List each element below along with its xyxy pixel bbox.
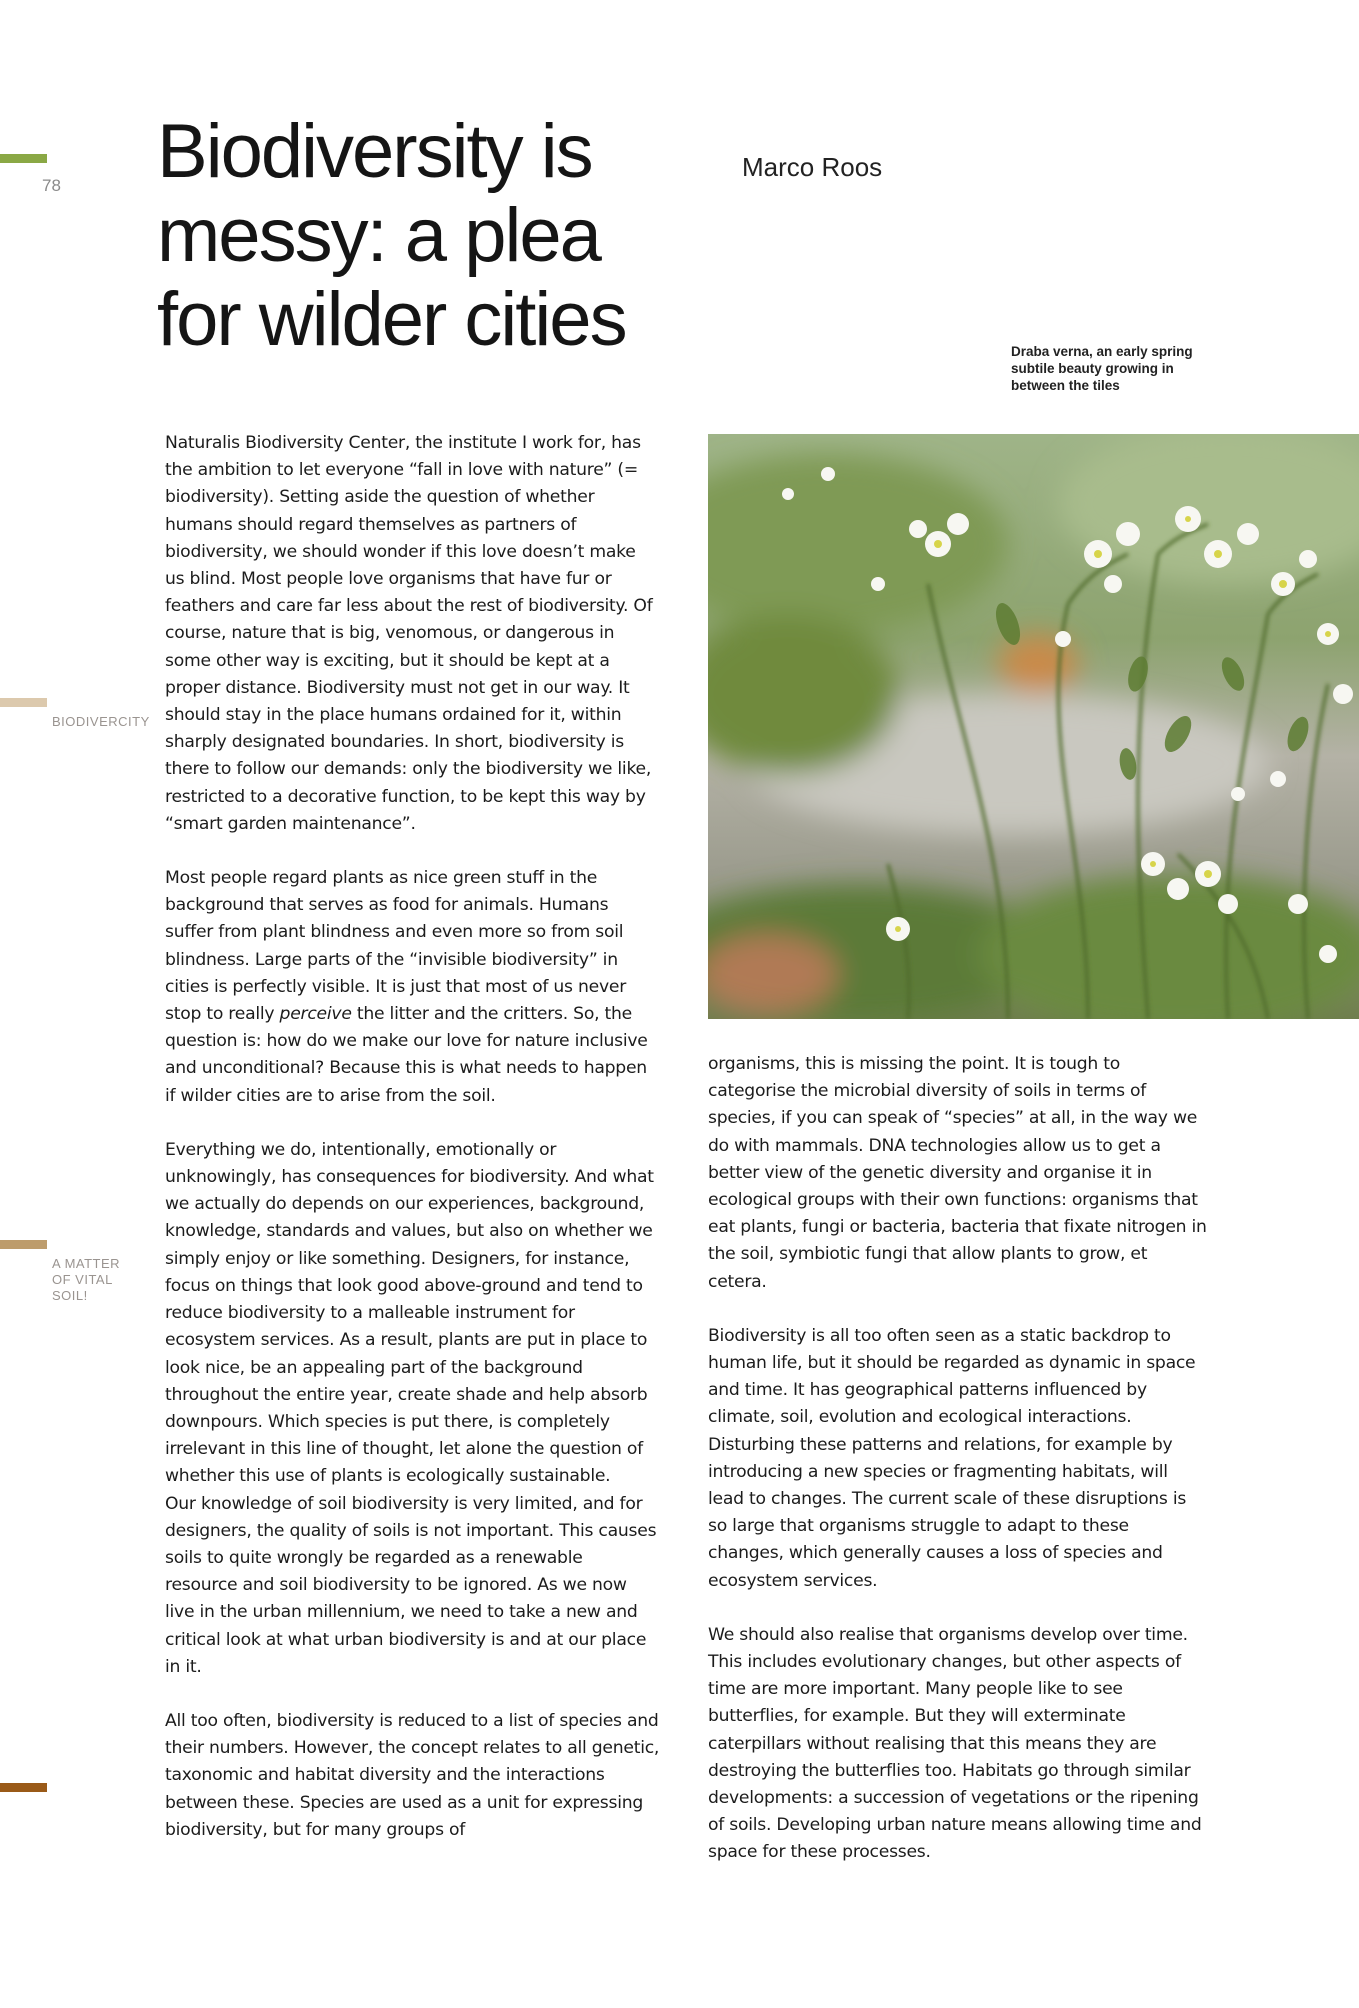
paragraph (165, 865, 660, 1110)
photo-caption: Draba verna, an early spring subtile beauty growing in between the tiles (1011, 344, 1193, 393)
side-label-biodivercity: BIODIVERCITY (52, 714, 150, 729)
photo-draba-verna (708, 434, 1359, 1019)
paragraph: Biodiversity is all too often seen as a static backdrop to human life, but it should be regarded as dynamic in space and time. It has geographical patterns influenced by climate, soil, evolution and ecological interactions. Disturbing these patterns and relations, for example by introducing a new species or fragmenting habitats, will lead to changes. The current scale of these disruptions is so large that organisms struggle to adapt to these changes, which generally causes a loss of species and ecosystem services. (708, 1325, 1196, 1591)
paragraph: All too often, biodiversity is reduced to a list of species and their numbers. However, the concept relates to all genetic, taxonomic and habitat diversity and the interactions between these. Species are used as a unit for expressing biodiversity, but for many groups of (165, 1710, 660, 1840)
page-number: 78 (42, 176, 61, 195)
margin-bar-tan (0, 1240, 47, 1249)
paragraph: We should also realise that organisms develop over time. This includes evolutionary changes, but other aspects of time are more important. Many people like to see butterflies, for example. But they will exterminate caterpillars without realising that this means they are destroying the butterflies too. Habitats go through similar developments: a succession of vegetations or the ripening of soils. Developing urban nature means allowing time and space for these processes. (708, 1624, 1202, 1863)
paragraph: Everything we do, intentionally, emotionally or unknowingly, has consequences for biodiversity. And what we actually do depends on our experiences, background, knowledge, standards and values, but also on whether we simply enjoy or like something. Designers, for instance, focus on things that look good above-ground and tend to reduce biodiversity to a malleable instrument for ecosystem services. As a result, plants are put in place to look nice, be an appealing part of the background throughout the entire year, create shade and help absorb downpours. Which species is put there, is completely irrelevant in this line of thought, let alone the question of whether this use of plants is ecologically sustainable. (165, 1139, 654, 1487)
title-line: messy: a plea (157, 193, 600, 278)
side-label-line: SOIL! (52, 1288, 88, 1303)
author-name: Marco Roos (742, 152, 883, 182)
margin-bar-sand (0, 698, 47, 707)
title-line: Biodiversity is (157, 109, 592, 194)
margin-bar-brown (0, 1783, 47, 1792)
side-label-line: A MATTER (52, 1256, 121, 1271)
photo-icon (708, 434, 1359, 1019)
article-title (157, 110, 717, 362)
side-label-line: OF VITAL (52, 1272, 113, 1287)
emphasis-text: perceive (279, 1004, 352, 1025)
paragraph-text: Most people regard plants as nice green stuff in the background that serves as food for animals. Humans suffer from plant blindness and even more so from soil blindness. Large parts of the “invisible biodiversity” in cities is perfectly visible. It is just that most of us never stop to really (165, 868, 627, 1025)
paragraph: organisms, this is missing the point. It is tough to categorise the microbial diversity of soils in terms of species, if you can speak of “species” at all, in the way we do with mammals. DNA technologies allow us to get a better view of the genetic diversity and organise it in ecological groups with their own functions: organisms that eat plants, fungi or bacteria, bacteria that fixate nitrogen in the soil, symbiotic fungi that allow plants to grow, et cetera. (708, 1054, 1207, 1292)
paragraph: Naturalis Biodiversity Center, the institute I work for, has the ambition to let everyone “fall in love with nature” (= biodiversity). Setting aside the question of whether humans should regard themselves as partners of biodiversity, we should wonder if this love doesn’t make us blind. Most people love organisms that have fur or feathers and care far less about the rest of biodiversity. Of course, nature that is big, venomous, or dangerous in some other way is exciting, but it should be kept at a proper distance. Biodiversity must not get in our way. It should stay in the place humans ordained for it, within sharply designated boundaries. In short, biodiversity is there to follow our demands: only the biodiversity we like, restricted to a decorative function, to be kept this way by “smart garden maintenance”. (165, 433, 653, 834)
side-label-matter (52, 1256, 162, 1304)
paragraph-text: the litter and the critters. So, the question is: how do we make our love for nature inclusive and unconditional? Because this is what needs to happen if wilder cities are to arise from the soil. (165, 1004, 648, 1106)
margin-bar-green (0, 154, 47, 163)
article-column-right (708, 1051, 1208, 1894)
article-column-left (165, 430, 660, 1871)
title-line: for wilder cities (157, 277, 626, 362)
paragraph: Our knowledge of soil biodiversity is very limited, and for designers, the quality of soils is not important. This causes soils to quite wrongly be regarded as a renewable resource and soil biodiversity to be ignored. As we now live in the urban millennium, we need to take a new and critical look at what urban biodiversity is and at our place in it. (165, 1493, 657, 1677)
